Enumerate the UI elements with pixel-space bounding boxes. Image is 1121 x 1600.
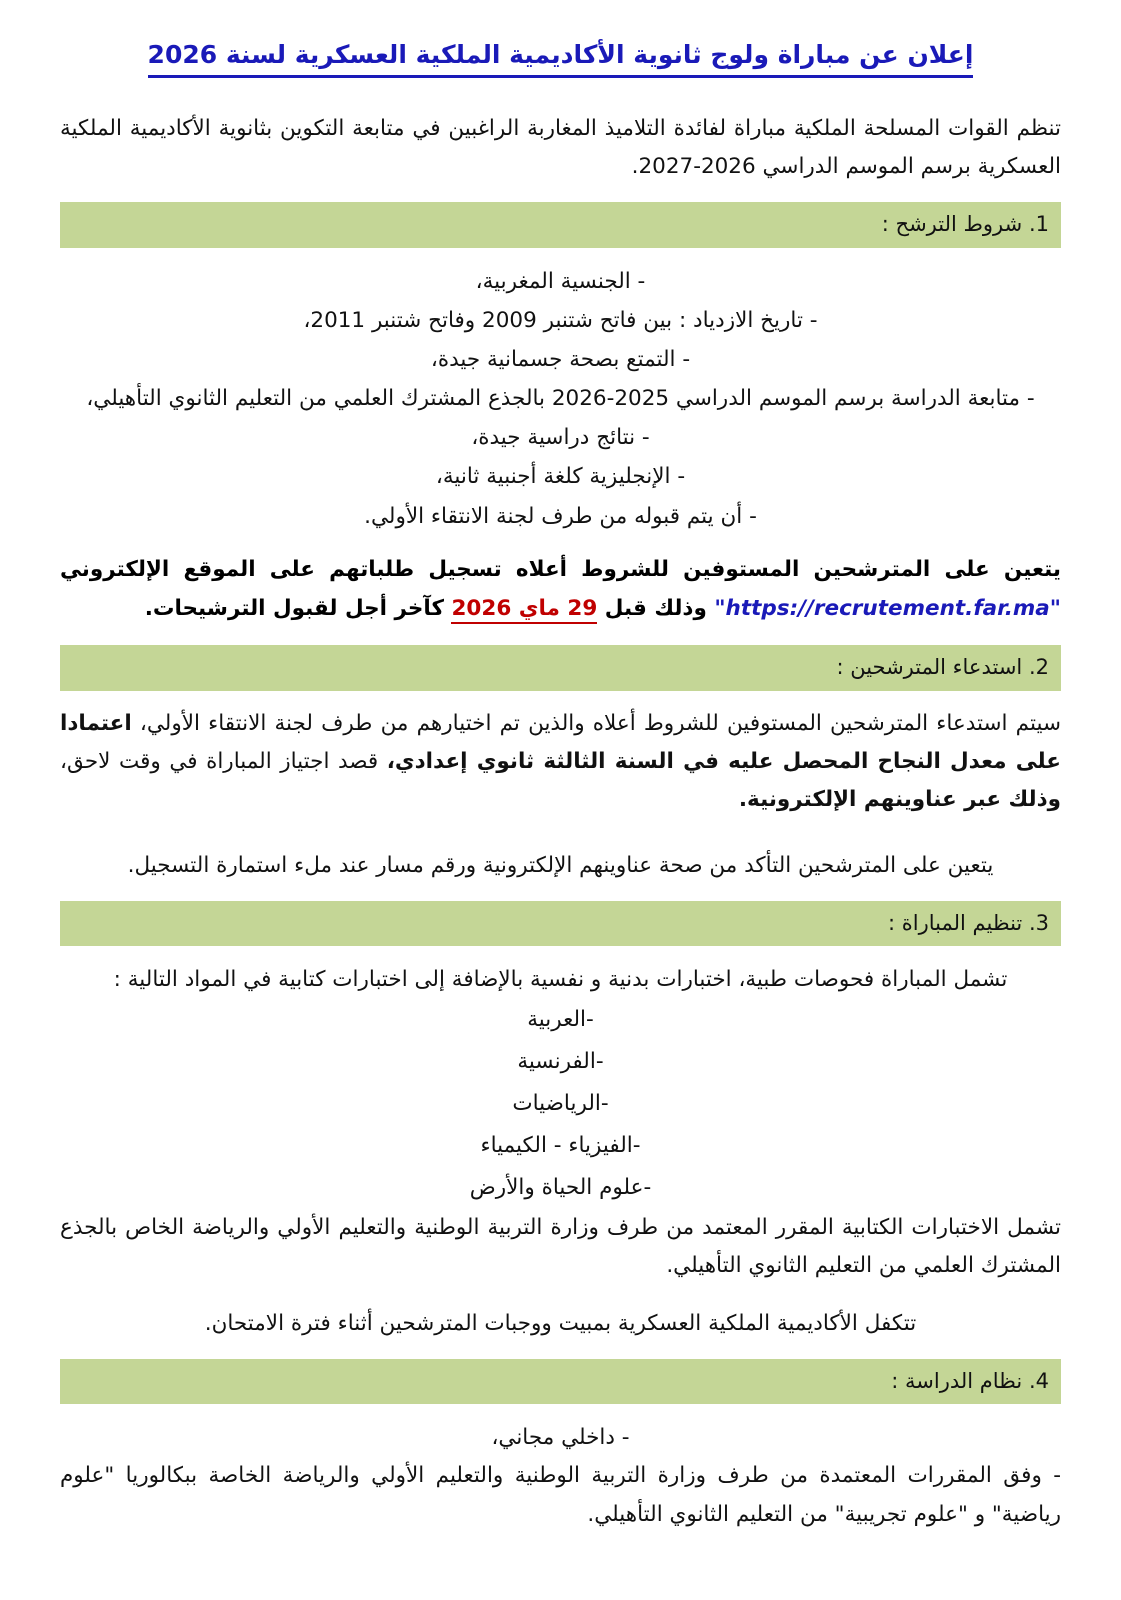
section-header-1 (60, 202, 1061, 248)
condition-item: - تاريخ الازدياد : بين فاتح شتنبر 2009 وفاتح شتنبر 2011، (303, 307, 818, 333)
convocation-text-b: قصد اجتياز المباراة في وقت لاحق، (60, 749, 379, 775)
convocation-bold-b: وذلك عبر عناوينهم الإلكترونية. (738, 787, 1061, 813)
convocation-text-a: سيتم استدعاء المترشحين المستوفين للشروط أعلاه والذين تم اختيارهم من طرف لجنة الانتقاء الأولي، (139, 710, 1061, 736)
section-header-4 (60, 1359, 1061, 1405)
convocation-bold-a: اعتمادا على معدل النجاح المحصل عليه في السنة الثالثة ثانوي إعدادي، (60, 710, 1061, 775)
registration-notice (60, 550, 1061, 630)
deadline-date: 29 ماي 2026 (451, 596, 597, 624)
exam-structure-intro: تشمل المباراة فحوصات طبية، اختبارات بدنية و نفسية بالإضافة إلى اختبارات كتابية في المواد التالية : (113, 967, 1008, 993)
section-1-heading: شروط الترشح : (881, 212, 1023, 237)
condition-item: - أن يتم قبوله من طرف لجنة الانتقاء الأولي. (364, 503, 757, 529)
registration-notice-after-date: كآخر أجل لقبول الترشيحات. (144, 596, 444, 622)
section-1-number: 1. (1028, 212, 1049, 237)
study-system-item: - وفق المقررات المعتمدة من طرف وزارة التربية الوطنية والتعليم الأولي والرياضة الخاصة ببكالوريا "علوم رياضية" و "علوم تجريبية" من التعليم الثانوي التأهيلي. (60, 1463, 1061, 1527)
registration-notice-before-date: وذلك قبل (604, 596, 707, 622)
intro-paragraph: تنظم القوات المسلحة الملكية مباراة لفائدة التلاميذ المغاربة الراغبين في متابعة التكوين بثانوية الأكاديمية الملكية العسكرية برسم الموسم الدراسي 2026-2027. (60, 115, 1061, 180)
section-3-number: 3. (1028, 910, 1049, 935)
exam-subject-item: -الرياضيات (512, 1091, 609, 1117)
email-verification-note: يتعين على المترشحين التأكد من صحة عناوينهم الإلكترونية ورقم مسار عند ملء استمارة التسجيل. (127, 852, 994, 878)
section-2-number: 2. (1028, 655, 1049, 680)
page-title-text: إعلان عن مباراة ولوج ثانوية الأكاديمية الملكية العسكرية لسنة 2026 (148, 38, 974, 78)
condition-item: - نتائج دراسية جيدة، (471, 425, 650, 451)
accommodation-note: تتكفل الأكاديمية الملكية العسكرية بمبيت ووجبات المترشحين أثناء فترة الامتحان. (204, 1310, 917, 1336)
section-4-number: 4. (1028, 1368, 1049, 1393)
section-4-heading: نظام الدراسة : (891, 1368, 1023, 1393)
page-title (60, 38, 1061, 80)
study-system-item: - داخلي مجاني، (491, 1425, 630, 1451)
condition-item: - التمتع بصحة جسمانية جيدة، (430, 347, 691, 373)
section-2-heading: استدعاء المترشحين : (836, 655, 1023, 680)
registration-url[interactable]: "https://recrutement.far.ma" (714, 596, 1061, 622)
convocation-paragraph (60, 705, 1061, 820)
exam-subject-item: -الفيزياء - الكيمياء (480, 1133, 641, 1159)
condition-item: - الإنجليزية كلغة أجنبية ثانية، (435, 464, 686, 490)
exam-subject-item: -الفرنسية (517, 1049, 604, 1075)
section-header-2 (60, 645, 1061, 691)
condition-item: - متابعة الدراسة برسم الموسم الدراسي 2025-2026 بالجذع المشترك العلمي من التعليم الثانوي التأهيلي، (86, 386, 1035, 412)
condition-item: - الجنسية المغربية، (475, 268, 646, 294)
exam-subject-item: -علوم الحياة والأرض (469, 1175, 652, 1201)
section-header-3 (60, 901, 1061, 947)
exam-curriculum-note: تشمل الاختبارات الكتابية المقرر المعتمد من طرف وزارة التربية الوطنية والتعليم الأولي والرياضة الخاص بالجذع المشترك العلمي من التعليم الثانوي التأهيلي. (60, 1214, 1061, 1279)
section-3-heading: تنظيم المباراة : (888, 910, 1023, 935)
exam-subject-item: -العربية (527, 1007, 594, 1033)
registration-notice-text: يتعين على المترشحين المستوفين للشروط أعلاه تسجيل طلباتهم على الموقع الإلكتروني (60, 556, 1061, 582)
